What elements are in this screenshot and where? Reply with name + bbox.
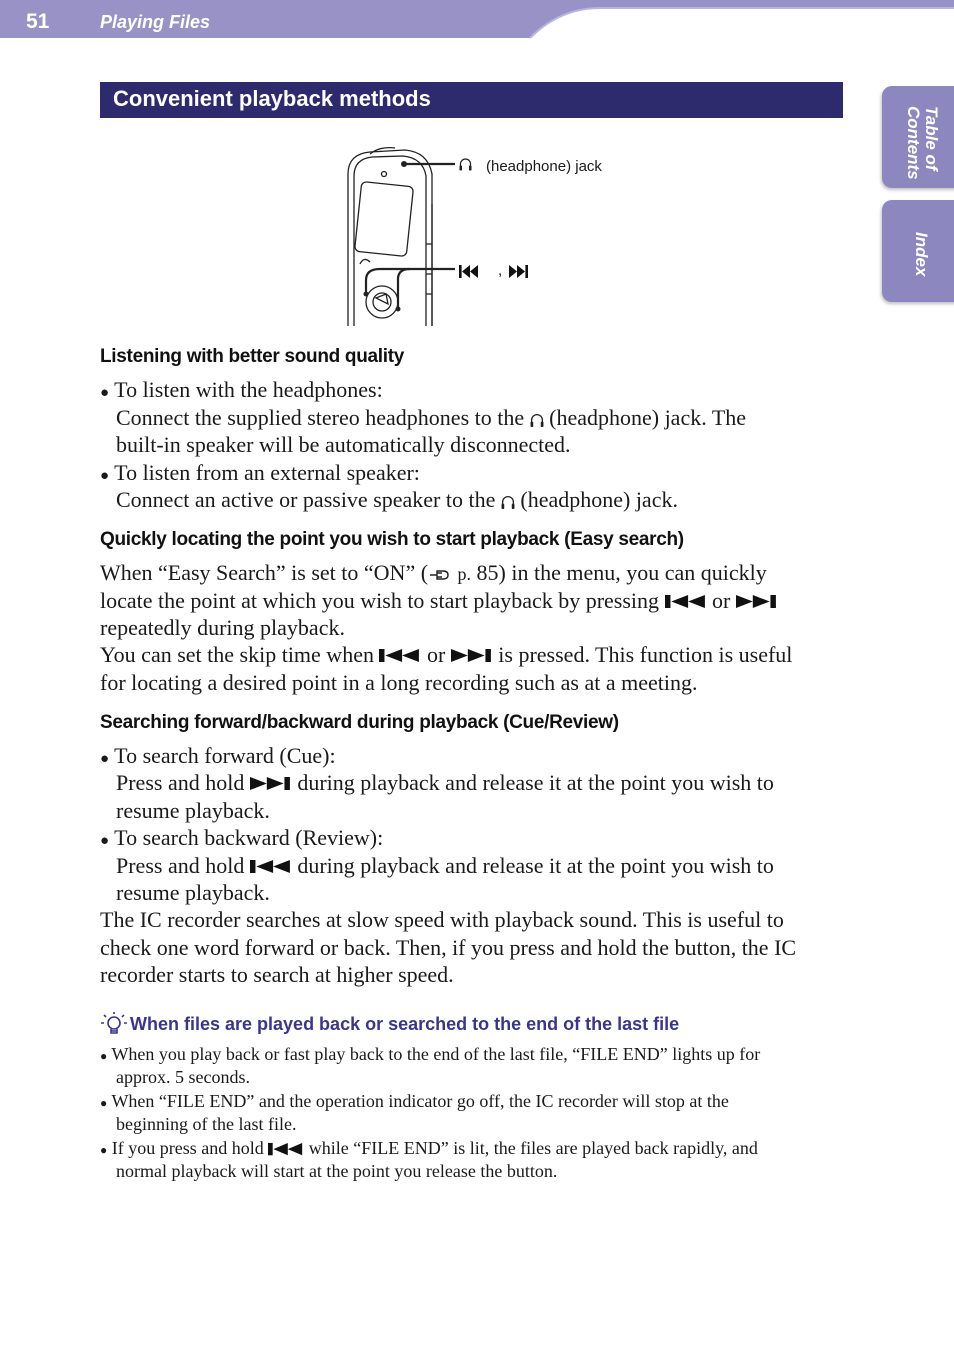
skip-buttons-label: ,: [498, 262, 503, 279]
subheading-cue-review: Searching forward/backward during playback (Cue/Review): [100, 712, 619, 733]
easy-text-line2: locate the point at which you wish to start playback by pressing or: [100, 587, 778, 614]
hint-bullet2-line2: beginning of the last file.: [116, 1114, 297, 1134]
hint-bullet1-line2: approx. 5 seconds.: [116, 1067, 250, 1087]
cue-paragraph-line2: check one word forward or back. Then, if you press and hold the button, the IC: [100, 935, 797, 960]
page-title: Playing Files: [100, 12, 211, 32]
review-text-line1: Press and hold during playback and release it at the point you wish to: [116, 853, 774, 878]
hint-title: When files are played back or searched to the end of the last file: [130, 1014, 680, 1034]
subheading-easy-search: Quickly locating the point you wish to start playback (Easy search): [100, 529, 684, 550]
headphone-icon: [530, 412, 544, 428]
page-header: [0, 0, 954, 40]
easy-text-line5: for locating a desired point in a long recording such as at a meeting.: [100, 670, 698, 695]
easy-text-line1: When “Easy Search” is set to “ON” ( p. 85) in the menu, you can quickly: [100, 560, 767, 585]
next-icon: [736, 594, 778, 611]
recorder-illustration: [340, 144, 640, 326]
bullet-headphones: ● To listen with the headphones:: [100, 377, 383, 402]
bullet-external-speaker: ● To listen from an external speaker:: [100, 460, 420, 485]
section-title-bar: [100, 82, 843, 118]
bullet-dot: ●: [100, 385, 110, 401]
previous-icon: [250, 859, 292, 876]
next-icon: [451, 648, 493, 665]
cue-text-line2: resume playback.: [116, 798, 270, 823]
bullet-dot: ●: [100, 1143, 108, 1157]
bullet-review: ● To search backward (Review):: [100, 825, 384, 850]
tab-index[interactable]: [882, 200, 954, 302]
cue-paragraph-line1: The IC recorder searches at slow speed with playback sound. This is useful to: [100, 907, 784, 932]
tab-toc-label: Table of Contents: [904, 106, 941, 180]
hint-bullet3-line2: normal playback will start at the point you release the button.: [116, 1161, 558, 1181]
previous-icon: [379, 648, 421, 665]
bullet-cue: ● To search forward (Cue):: [100, 743, 336, 768]
headphones-text-line1: Connect the supplied stereo headphones to the (headphone) jack. The: [116, 405, 747, 430]
next-icon: [250, 776, 292, 793]
cue-paragraph-line3: recorder starts to search at higher speed.: [100, 962, 454, 987]
hint-bullet3-line1: ● If you press and hold while “FILE END” is lit, the files are played back rapidly, and: [100, 1138, 758, 1158]
headphones-text-line2: built-in speaker will be automatically disconnected.: [116, 432, 571, 457]
headphone-icon: [501, 494, 515, 510]
tab-table-of-contents[interactable]: [882, 86, 954, 188]
lightbulb-icon: [100, 1010, 128, 1038]
bullet-dot: ●: [100, 833, 110, 849]
hint-bullet2-line1: ● When “FILE END” and the operation indicator go off, the IC recorder will stop at the: [100, 1091, 729, 1111]
cue-text-line1: Press and hold during playback and release it at the point you wish to: [116, 770, 774, 795]
page-ref-link[interactable]: p.: [457, 564, 472, 584]
bullet-dot: ●: [100, 1096, 108, 1110]
section-title: Convenient playback methods: [113, 86, 431, 111]
easy-text-line4: You can set the skip time when or is pressed. This function is useful: [100, 642, 793, 667]
hint-bullet1-line1: ● When you play back or fast play back to the end of the last file, “FILE END” lights up for: [100, 1044, 761, 1064]
easy-text-line3: repeatedly during playback.: [100, 615, 345, 640]
headphone-jack-label: (headphone) jack: [486, 158, 602, 175]
bullet-dot: ●: [100, 751, 110, 767]
subheading-sound-quality: Listening with better sound quality: [100, 346, 405, 367]
previous-icon: [268, 1142, 304, 1157]
bullet-dot: ●: [100, 468, 110, 484]
tab-index-label: Index: [912, 232, 931, 277]
speaker-text-line1: Connect an active or passive speaker to the (headphone) jack.: [116, 487, 678, 512]
review-text-line2: resume playback.: [116, 880, 270, 905]
page-number: 51: [26, 10, 50, 33]
bullet-dot: ●: [100, 1049, 108, 1063]
page-reference-icon: [428, 567, 452, 583]
previous-icon: [665, 594, 707, 611]
